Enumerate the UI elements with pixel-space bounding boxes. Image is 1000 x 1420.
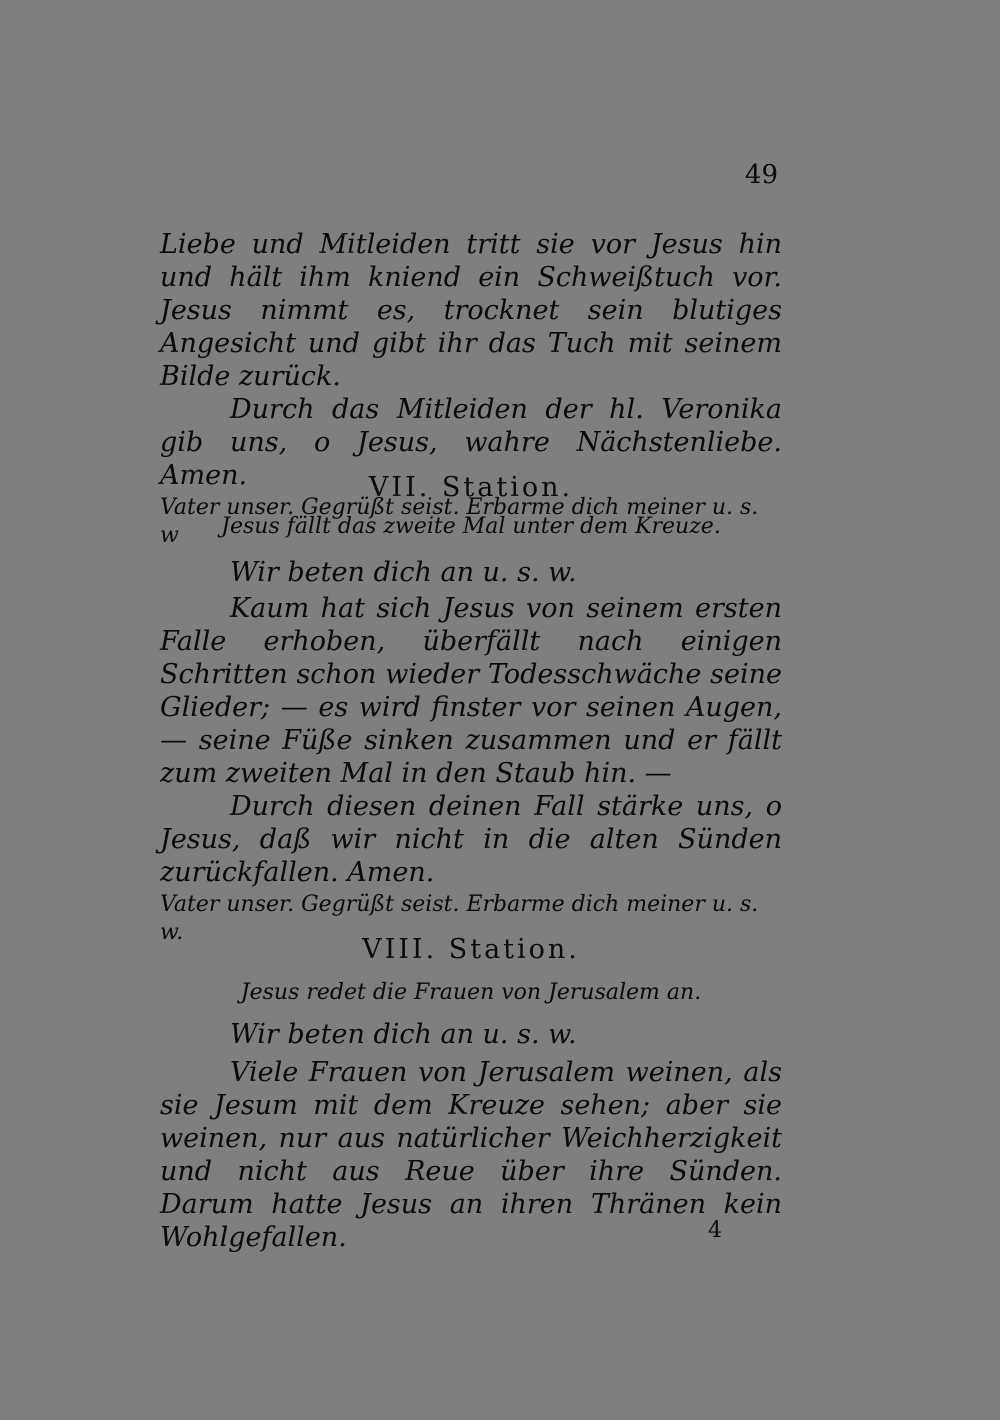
paragraph: Kaum hat sich Jesus von seinem ersten Falle erhoben, überfällt nach einigen Schritten schon wieder Todesschwäche seine Glieder; — es wird finster vor seinen Augen, — seine Füße sinken zusammen und er fällt zum zweiten Mal in den Staub hin. — bbox=[160, 593, 782, 789]
station-viii-heading: VIII. Station. bbox=[362, 934, 580, 965]
paragraph: Liebe und Mitleiden tritt sie vor Jesus hin und hält ihm kniend ein Schweißtuch vor. Jesus nimmt es, trocknet sein blutiges Angesicht und gibt ihr das Tuch mit seinem Bilde zurück. bbox=[160, 229, 782, 392]
invocation: Wir beten dich an u. s. w. bbox=[230, 1019, 577, 1050]
page-number: 49 bbox=[744, 160, 778, 190]
prayer-line: Vater unser. Gegrüßt seist. Erbarme dich meiner u. s. w. bbox=[160, 892, 759, 945]
prayer-paragraph: Durch diesen deinen Fall stärke uns, o Jesus, daß wir nicht in die alten Sünden zurückfallen. Amen. bbox=[160, 791, 782, 888]
signature-mark: 4 bbox=[708, 1218, 722, 1243]
section-viii-body bbox=[160, 1018, 782, 1254]
station-viii-subtitle: Jesus redet die Frauen von Jerusalem an. bbox=[240, 980, 702, 1005]
station-vii-subtitle: Jesus fällt das zweite Mal unter dem Kreuze. bbox=[221, 514, 721, 539]
prayer-line: Vater unser. Gegrüßt seist. Erbarme dich meiner u. s. w bbox=[160, 495, 759, 548]
prayer-paragraph: Durch das Mitleiden der hl. Veronika gib uns, o Jesus, wahre Nächstenliebe. Amen. bbox=[160, 394, 782, 491]
invocation: Wir beten dich an u. s. w. bbox=[230, 557, 577, 588]
station-vii-heading: VII. Station. bbox=[368, 472, 574, 503]
paragraph: Viele Frauen von Jerusalem weinen, als sie Jesum mit dem Kreuze sehen; aber sie weinen, nur aus natürlicher Weichherzigkeit und nicht aus Reue über ihre Sünden. Darum hatte Jesus an ihren Thränen kein Wohlgefallen. bbox=[160, 1057, 782, 1253]
section-vii-body bbox=[160, 556, 782, 969]
